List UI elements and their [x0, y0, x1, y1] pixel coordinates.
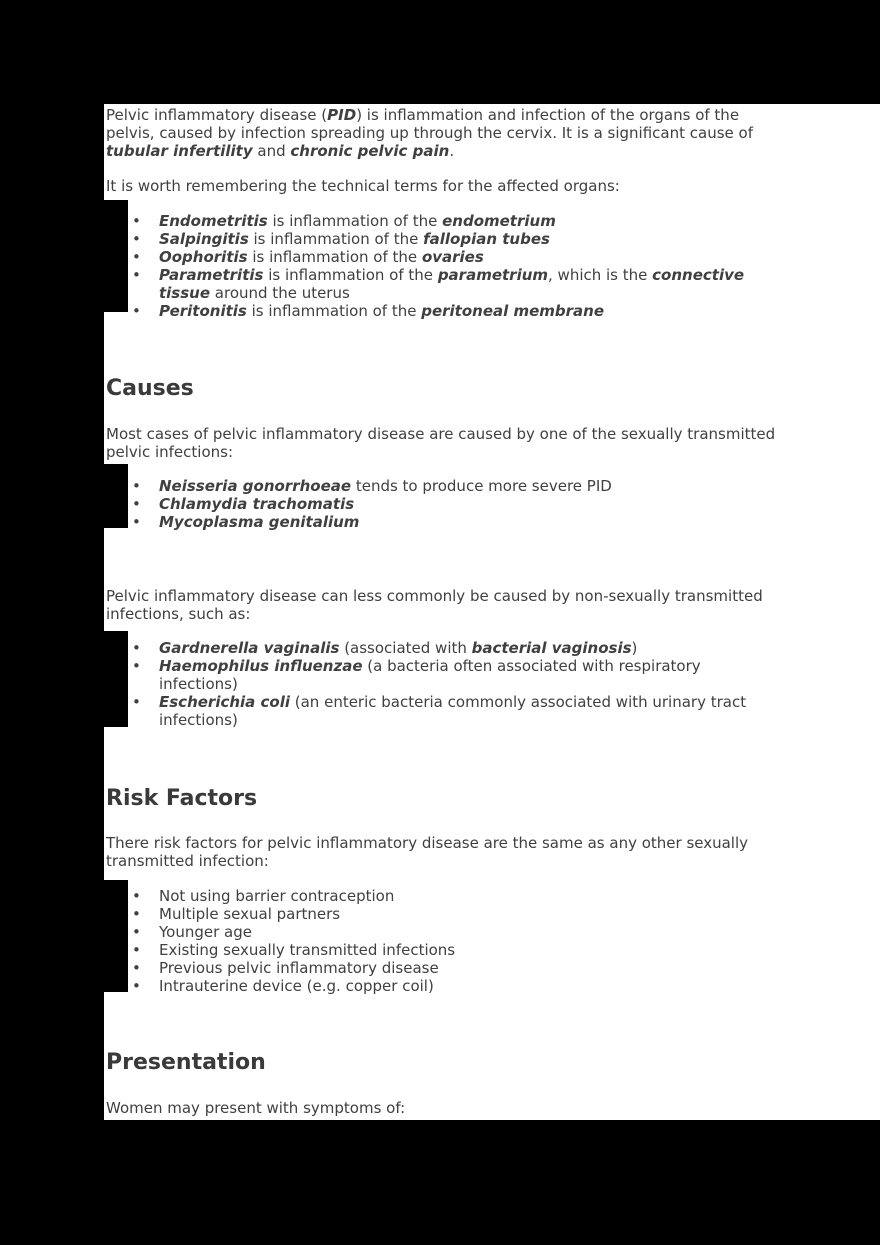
bullet-icon: • — [132, 495, 141, 513]
bullet-icon: • — [132, 923, 141, 941]
list-item: • Not using barrier contraception — [132, 887, 395, 905]
bullet-icon: • — [132, 513, 141, 531]
bullet-icon: • — [132, 212, 141, 230]
bullet-icon: • — [132, 693, 141, 711]
list-item: • Neisseria gonorrhoeae tends to produce more severe PID — [132, 477, 612, 495]
bullet-icon: • — [132, 959, 141, 977]
bullet-icon: • — [132, 977, 141, 995]
list-item: • Peritonitis is inflammation of the peritoneal membrane — [132, 302, 605, 320]
bullet-icon: • — [132, 657, 141, 675]
heading-causes: Causes — [106, 376, 194, 401]
list-item: • Mycoplasma genitalium — [132, 513, 360, 531]
causes-paragraph: Most cases of pelvic inflammatory disease are caused by one of the sexually transmitted pelvic infections: — [106, 425, 776, 461]
list-item: • Gardnerella vaginalis (associated with bacterial vaginosis) — [132, 639, 638, 657]
list-item: • Salpingitis is inflammation of the fallopian tubes — [132, 230, 550, 248]
list-item: • Intrauterine device (e.g. copper coil) — [132, 977, 434, 995]
bullet-icon: • — [132, 302, 141, 320]
list-item: • Escherichia coli (an enteric bacteria commonly associated with urinary tract infections) — [132, 693, 747, 729]
list-item: • Chlamydia trachomatis — [132, 495, 355, 513]
heading-risk-factors: Risk Factors — [106, 786, 258, 811]
intro-paragraph: Pelvic inflammatory disease (PID) is inflammation and infection of the organs of the pelvis, caused by infection spreading up through the cervix. It is a significant cause of tubular infertility and chronic pelvic pain. — [106, 106, 753, 160]
document-page — [104, 104, 880, 1120]
non-sti-paragraph: Pelvic inflammatory disease can less commonly be caused by non-sexually transmitted infections, such as: — [106, 587, 763, 623]
list-item: • Multiple sexual partners — [132, 905, 341, 923]
sti-causes-list — [104, 477, 784, 531]
presentation-paragraph: Women may present with symptoms of: — [106, 1099, 406, 1117]
list-item: • Previous pelvic inflammatory disease — [132, 959, 439, 977]
list-item: • Existing sexually transmitted infections — [132, 941, 456, 959]
list-item: • Oophoritis is inflammation of the ovaries — [132, 248, 484, 266]
non-sti-causes-list — [104, 639, 784, 729]
list-item: • Younger age — [132, 923, 252, 941]
bullet-icon: • — [132, 639, 141, 657]
intro-terms-lead: It is worth remembering the technical terms for the affected organs: — [106, 177, 620, 195]
bullet-icon: • — [132, 477, 141, 495]
bullet-icon: • — [132, 887, 141, 905]
organ-terms-list — [104, 212, 784, 320]
list-item: • Parametritis is inflammation of the parametrium, which is the connective tissue around the uterus — [132, 266, 745, 302]
list-item: • Endometritis is inflammation of the endometrium — [132, 212, 556, 230]
bullet-icon: • — [132, 941, 141, 959]
risk-paragraph: There risk factors for pelvic inflammatory disease are the same as any other sexually transmitted infection: — [106, 834, 749, 870]
bullet-icon: • — [132, 248, 141, 266]
risk-factors-list — [104, 887, 784, 995]
bullet-icon: • — [132, 266, 141, 284]
heading-presentation: Presentation — [106, 1050, 266, 1075]
list-item: • Haemophilus influenzae (a bacteria often associated with respiratory infections) — [132, 657, 701, 693]
bullet-icon: • — [132, 905, 141, 923]
bullet-icon: • — [132, 230, 141, 248]
